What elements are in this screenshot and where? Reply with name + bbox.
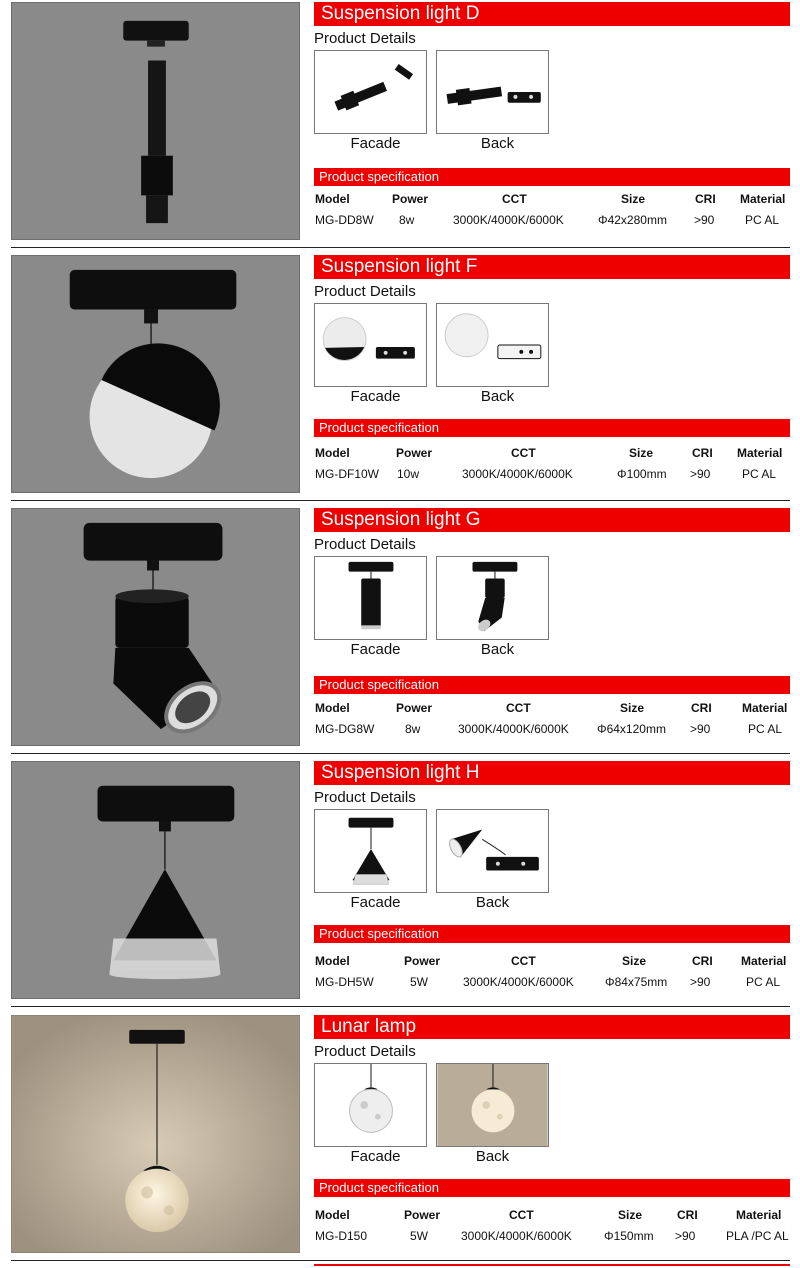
spec-value-model: MG-D150: [315, 1229, 368, 1243]
product-photo-lunar-lamp: [11, 1015, 300, 1253]
product-title: Suspension light F: [314, 255, 790, 279]
thumbnail-facade[interactable]: [314, 50, 427, 134]
product-photo-suspension-light-g: [11, 508, 300, 746]
thumbnail-back[interactable]: [436, 809, 549, 893]
caption-back: Back: [480, 388, 515, 405]
spec-header-size: Size: [618, 1208, 643, 1222]
spec-value-power: 5W: [410, 1229, 428, 1243]
caption-facade: Facade: [350, 894, 401, 911]
spec-header-cct: CCT: [511, 954, 536, 968]
spec-value-size: Φ84x75mm: [605, 975, 668, 989]
caption-back: Back: [475, 1148, 510, 1165]
product-photo-suspension-light-f: [11, 255, 300, 493]
spec-value-size: Φ150mm: [604, 1229, 654, 1243]
spec-header-model: Model: [315, 192, 350, 206]
product-lunar-lamp: [0, 1013, 800, 1266]
spec-header-model: Model: [315, 446, 350, 460]
spec-value-material: PC AL: [746, 975, 781, 989]
spec-value-cri: >90: [690, 722, 711, 736]
product-details-label: Product Details: [314, 1043, 416, 1060]
spec-header-power: Power: [392, 192, 429, 206]
spec-value-cct: 3000K/4000K/6000K: [461, 1229, 572, 1243]
spec-header-cri: CRI: [677, 1208, 698, 1222]
spec-value-material: PC AL: [742, 467, 777, 481]
spec-header-material: Material: [737, 446, 783, 460]
product-suspension-light-g: [0, 506, 800, 759]
section-divider: [11, 753, 790, 754]
thumbnail-facade[interactable]: [314, 556, 427, 640]
spec-header-power: Power: [396, 701, 433, 715]
spec-header-cct: CCT: [506, 701, 531, 715]
product-title: Suspension light D: [314, 2, 790, 26]
caption-back: Back: [475, 894, 510, 911]
product-details-label: Product Details: [314, 283, 416, 300]
section-divider: [11, 1260, 790, 1261]
caption-facade: Facade: [350, 135, 401, 152]
spec-value-power: 8w: [399, 213, 415, 227]
thumbnail-back[interactable]: [436, 50, 549, 134]
spec-value-model: MG-DG8W: [315, 722, 375, 736]
product-title: Lunar lamp: [314, 1015, 790, 1039]
thumbnail-facade[interactable]: [314, 303, 427, 387]
spec-value-cri: >90: [690, 975, 711, 989]
spec-value-model: MG-DF10W: [315, 467, 379, 481]
spec-value-power: 10w: [397, 467, 420, 481]
spec-value-material: PC AL: [748, 722, 783, 736]
spec-header-cri: CRI: [692, 446, 713, 460]
spec-header-material: Material: [742, 701, 788, 715]
product-details-label: Product Details: [314, 789, 416, 806]
spec-header-model: Model: [315, 954, 350, 968]
spec-value-cct: 3000K/4000K/6000K: [458, 722, 569, 736]
spec-value-size: Φ100mm: [617, 467, 667, 481]
spec-header-cct: CCT: [511, 446, 536, 460]
product-suspension-light-d: [0, 0, 800, 253]
spec-header-power: Power: [404, 1208, 441, 1222]
spec-header-size: Size: [622, 954, 647, 968]
spec-header-power: Power: [404, 954, 441, 968]
spec-header-model: Model: [315, 701, 350, 715]
spec-value-size: Φ64x120mm: [597, 722, 666, 736]
product-photo-suspension-light-h: [11, 761, 300, 999]
spec-header-size: Size: [629, 446, 654, 460]
section-divider: [11, 247, 790, 248]
spec-value-model: MG-DH5W: [315, 975, 374, 989]
spec-value-cct: 3000K/4000K/6000K: [463, 975, 574, 989]
product-suspension-light-h: [0, 759, 800, 1012]
spec-header-material: Material: [740, 192, 786, 206]
spec-section-header: Product specification: [314, 925, 790, 943]
spec-header-power: Power: [396, 446, 433, 460]
spec-value-power: 8w: [405, 722, 421, 736]
spec-value-material: PLA /PC AL: [726, 1229, 789, 1243]
spec-value-cct: 3000K/4000K/6000K: [453, 213, 564, 227]
spec-value-model: MG-DD8W: [315, 213, 374, 227]
spec-value-cri: >90: [694, 213, 715, 227]
caption-back: Back: [480, 641, 515, 658]
spec-header-size: Size: [621, 192, 646, 206]
caption-facade: Facade: [350, 641, 401, 658]
spec-section-header: Product specification: [314, 168, 790, 186]
spec-header-cct: CCT: [509, 1208, 534, 1222]
section-divider: [11, 1006, 790, 1007]
product-details-label: Product Details: [314, 536, 416, 553]
spec-section-header: Product specification: [314, 1179, 790, 1197]
product-details-label: Product Details: [314, 30, 416, 47]
caption-back: Back: [480, 135, 515, 152]
product-suspension-light-f: [0, 253, 800, 506]
spec-header-cct: CCT: [502, 192, 527, 206]
spec-header-size: Size: [620, 701, 645, 715]
thumbnail-back[interactable]: [436, 303, 549, 387]
spec-value-cri: >90: [690, 467, 711, 481]
spec-section-header: Product specification: [314, 419, 790, 437]
spec-header-cri: CRI: [695, 192, 716, 206]
spec-header-cri: CRI: [692, 954, 713, 968]
thumbnail-facade[interactable]: [314, 809, 427, 893]
spec-value-material: PC AL: [745, 213, 780, 227]
section-divider: [11, 500, 790, 501]
thumbnail-back[interactable]: [436, 1063, 549, 1147]
product-title: Suspension light G: [314, 508, 790, 532]
thumbnail-back[interactable]: [436, 556, 549, 640]
caption-facade: Facade: [350, 388, 401, 405]
caption-facade: Facade: [350, 1148, 401, 1165]
spec-value-cri: >90: [675, 1229, 696, 1243]
spec-header-model: Model: [315, 1208, 350, 1222]
spec-header-material: Material: [741, 954, 787, 968]
spec-value-size: Φ42x280mm: [598, 213, 667, 227]
product-title: Suspension light H: [314, 761, 790, 785]
spec-section-header: Product specification: [314, 676, 790, 694]
product-photo-suspension-light-d: [11, 2, 300, 240]
thumbnail-facade[interactable]: [314, 1063, 427, 1147]
footer-accent-line: [314, 1264, 790, 1266]
spec-header-material: Material: [736, 1208, 782, 1222]
spec-value-power: 5W: [410, 975, 428, 989]
spec-value-cct: 3000K/4000K/6000K: [462, 467, 573, 481]
spec-header-cri: CRI: [691, 701, 712, 715]
